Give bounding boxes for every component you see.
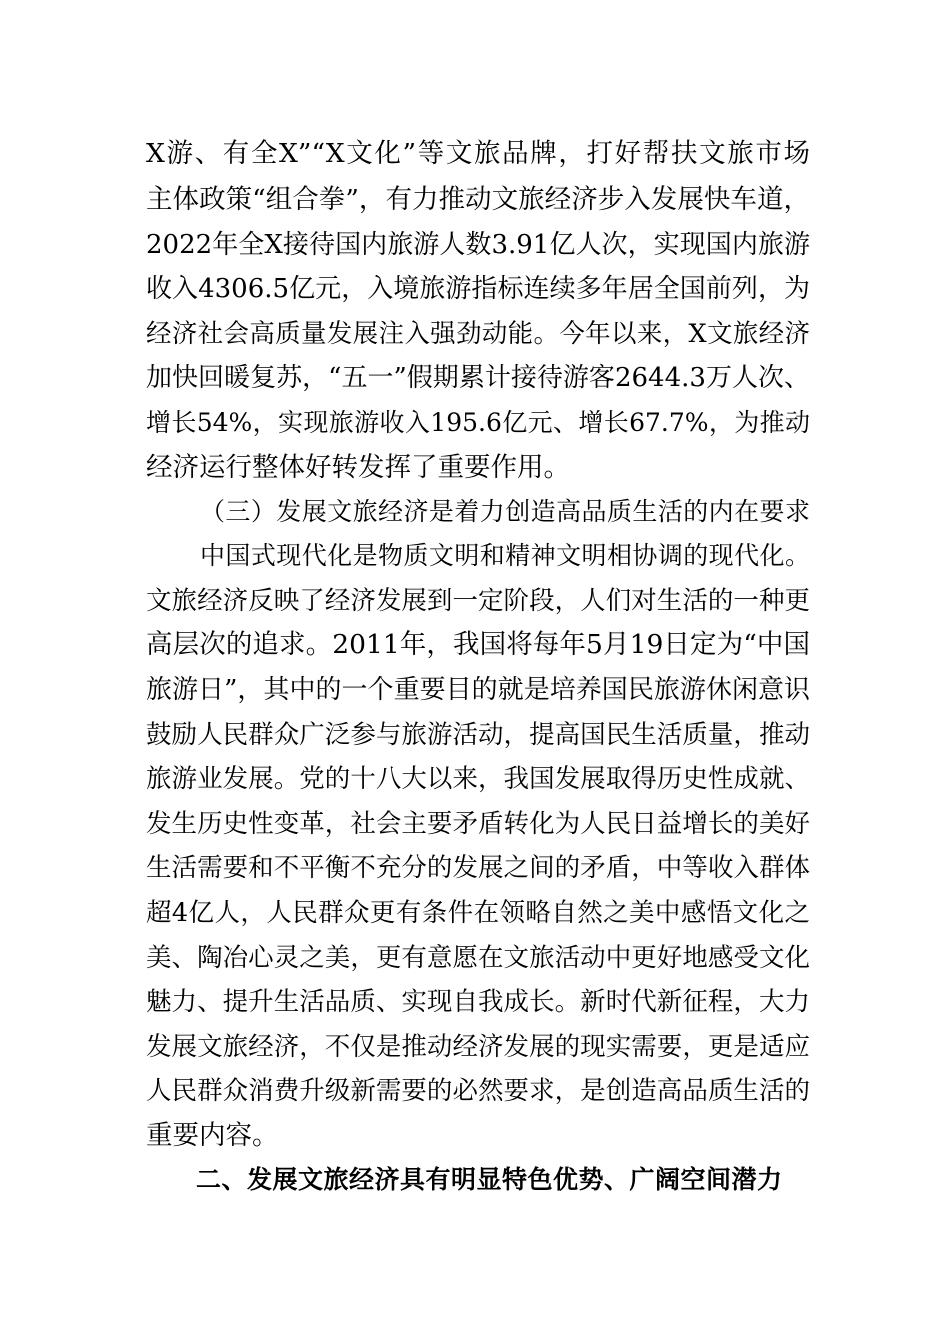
text-line: 生活需要和不平衡不充分的发展之间的矛盾，中等收入群体	[146, 853, 810, 883]
text-line: 中国式现代化是物质文明和精神文明相协调的现代化。	[200, 541, 810, 570]
text-line: 魅力、提升生活品质、实现自我成长。新时代新征程，大力	[146, 987, 810, 1017]
text-line: 增长54%，实现旅游收入195.6亿元、增长67.7%，为推动	[146, 408, 810, 437]
text-line: 旅游日”，其中的一个重要目的就是培养国民旅游休闲意识	[146, 675, 810, 705]
text-line: 2022年全X接待国内旅游人数3.91亿人次，实现国内旅游	[146, 230, 810, 260]
text-line: 旅游业发展。党的十八大以来，我国发展取得历史性成就、	[146, 764, 810, 794]
text-line: 重要内容。	[146, 1120, 279, 1151]
text-line: 主体政策“组合拳”，有力推动文旅经济步入发展快车道，	[146, 184, 810, 215]
text-line: 文旅经济反映了经济发展到一定阶段，人们对生活的一种更	[146, 586, 810, 616]
text-line: 经济社会高质量发展注入强劲动能。今年以来，X文旅经济	[146, 319, 810, 349]
text-line: 加快回暖复苏，“五一”假期累计接待游客2644.3万人次、	[146, 363, 810, 393]
text-line: 发生历史性变革，社会主要矛盾转化为人民日益增长的美好	[146, 809, 810, 839]
text-line: 美、陶冶心灵之美，更有意愿在文旅活动中更好地感受文化	[146, 943, 810, 973]
text-line: 高层次的追求。2011年，我国将每年5月19日定为“中国	[146, 629, 810, 660]
text-line: 收入4306.5亿元，入境旅游指标连续多年居全国前列，为	[146, 274, 810, 304]
text-line: 人民群众消费升级新需要的必然要求，是创造高品质生活的	[146, 1076, 810, 1106]
text-line: X游、有全X”“X文化”等文旅品牌，打好帮扶文旅市场	[146, 138, 810, 169]
text-line: 经济运行整体好转发挥了重要作用。	[146, 452, 570, 483]
subsection-heading: （三）发展文旅经济是着力创造高品质生活的内在要求	[200, 497, 810, 526]
text-line: 超4亿人，人民群众更有条件在领略自然之美中感悟文化之	[146, 898, 810, 928]
text-line: 鼓励人民群众广泛参与旅游活动，提高国民生活质量，推动	[146, 720, 810, 750]
section-heading: 二、发展文旅经济具有明显特色优势、广阔空间潜力	[196, 1165, 782, 1194]
text-line: 发展文旅经济，不仅是推动经济发展的现实需要，更是适应	[146, 1032, 810, 1062]
